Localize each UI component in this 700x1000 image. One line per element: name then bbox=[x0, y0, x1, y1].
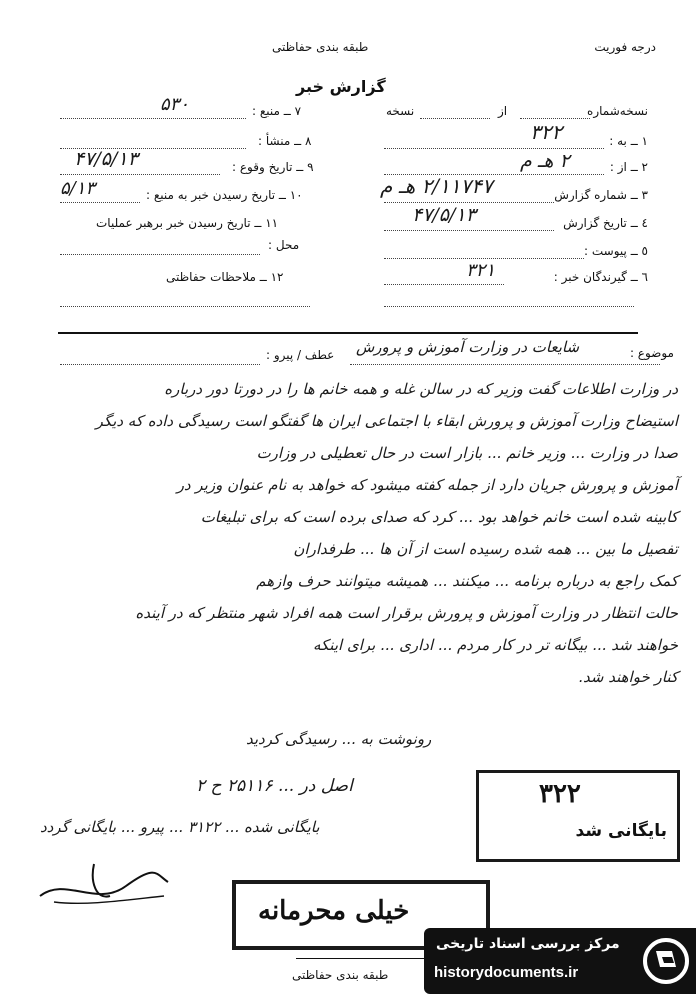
closing-archive-note: بایگانی شده ... ۳۱۲۲ ... پیرو ... بایگانی گردد bbox=[40, 818, 320, 836]
field-security-notes-label: ۱۲ ــ ملاحظات حفاظتی bbox=[166, 270, 284, 284]
body-line: خواهند شد ... بیگانه تر در کار مردم ... اداری ... برای اینکه bbox=[312, 636, 678, 654]
field-attachment-label: ٥ ــ پیوست : bbox=[584, 244, 648, 258]
field-report-number-value: ۲/۱۱۷۴۷ هـ م bbox=[380, 174, 493, 198]
closing-note: رونوشت به ... رسیدگی کردید bbox=[246, 730, 432, 748]
field-from-label: ۲ ــ از : bbox=[609, 160, 648, 174]
copy-of-label: از bbox=[498, 104, 508, 118]
subject-value: شایعات در وزارت آموزش و پرورش bbox=[356, 338, 580, 356]
field-recipients-value: ۳۲۱ bbox=[466, 260, 496, 281]
field-source-label: ۷ ــ منبع : bbox=[252, 104, 302, 118]
field-place-label: محل : bbox=[268, 238, 300, 252]
archive-logo-icon bbox=[642, 937, 690, 985]
field-origin-label: ۸ ــ منشأ : bbox=[258, 134, 312, 148]
dotted-line bbox=[60, 202, 140, 203]
dotted-line bbox=[350, 364, 660, 365]
dotted-line bbox=[60, 254, 260, 255]
section-divider bbox=[58, 332, 638, 334]
dotted-line bbox=[384, 258, 584, 259]
classification-label: طبقه بندی حفاظتی bbox=[272, 40, 369, 54]
body-line: کنار خواهند شد. bbox=[578, 668, 678, 686]
archive-stamp-label: بایگانی شد bbox=[575, 821, 667, 841]
dotted-line bbox=[384, 202, 554, 203]
dotted-line bbox=[520, 118, 590, 119]
footer-divider bbox=[296, 958, 436, 959]
dotted-line bbox=[384, 230, 554, 231]
page-title: گزارش خبر bbox=[296, 77, 386, 96]
very-secret-stamp-text: خیلی محرمانه bbox=[258, 896, 410, 926]
body-line: کابینه شده است خانم خواهد بود ... کرد که صدای برده است که برای تبلیغات bbox=[200, 508, 678, 526]
body-line: حالت انتظار در وزارت آموزش و پرورش برقرار است همه افراد شهر منتظر که در آینده bbox=[135, 604, 678, 622]
dotted-line bbox=[384, 306, 634, 307]
field-source-value: ۵۳۰ bbox=[160, 94, 190, 115]
field-occurrence-date-value: ۴۷/۵/۱۳ bbox=[74, 148, 138, 170]
dotted-line bbox=[60, 306, 310, 307]
watermark-website: historydocuments.ir bbox=[434, 964, 579, 981]
field-recipients-label: ٦ ــ گیرندگان خبر : bbox=[553, 270, 648, 284]
dotted-line bbox=[60, 118, 246, 119]
body-line: کمک راجع به درباره برنامه ... میکنند ... همیشه میتوانند حرف وازهم bbox=[256, 572, 678, 590]
field-ops-receipt-label: ۱۱ ــ تاریخ رسیدن خبر برهبر عملیات bbox=[96, 216, 279, 230]
archive-stamp bbox=[476, 770, 680, 862]
field-report-number-label: ۳ ــ شماره گزارش bbox=[554, 188, 648, 202]
body-line: استیضاح وزارت آموزش و پرورش ابقاء با اجتماعی ایران ها گفتگو است رسیدگی داده که دیگر bbox=[95, 412, 678, 430]
subject-label: موضوع : bbox=[629, 346, 674, 360]
dotted-line bbox=[60, 174, 220, 175]
dotted-line bbox=[60, 364, 260, 365]
field-to-value: ۳۲۲ bbox=[530, 120, 563, 144]
field-source-receipt-value: ۵/۱۳ bbox=[60, 178, 96, 199]
field-occurrence-date-label: ۹ ــ تاریخ وقوع : bbox=[232, 160, 314, 174]
field-source-receipt-label: ۱۰ ــ تاریخ رسیدن خبر به منبع : bbox=[146, 188, 303, 202]
dotted-line bbox=[384, 284, 504, 285]
archive-stamp-number: ۳۲۲ bbox=[539, 779, 581, 809]
copy-number-label: نسخه‌شماره bbox=[587, 104, 648, 118]
reference-label: عطف / پیرو : bbox=[266, 348, 335, 362]
closing-archive-ref: اصل در ... ۲۵۱۱۶ ح ۲ bbox=[196, 776, 353, 796]
copies-label: نسخه bbox=[386, 104, 415, 118]
dotted-line bbox=[420, 118, 490, 119]
urgency-label: درجه فوریت bbox=[594, 40, 656, 54]
body-line: تفصیل ما بین ... همه شده رسیده است از آن ها ... طرفداران bbox=[293, 540, 678, 558]
field-to-label: ۱ ــ به : bbox=[609, 134, 648, 148]
watermark-org-name: مرکز بررسی اسناد تاریخی bbox=[436, 936, 620, 952]
field-report-date-value: ۴۷/۵/۱۳ bbox=[412, 204, 476, 226]
dotted-line bbox=[384, 148, 604, 149]
field-report-date-label: ٤ ــ تاریخ گزارش bbox=[563, 216, 648, 230]
body-line: در وزارت اطلاعات گفت وزیر که در سالن غله و همه خانم ها را در دورتا دور درباره bbox=[164, 380, 678, 398]
body-line: صدا در وزارت ... وزیر خانم ... بازار است در حال تعطیلی در وزارت bbox=[256, 444, 678, 462]
signature-mark bbox=[36, 856, 176, 916]
footer-classification-label: طبقه بندی حفاظتی bbox=[292, 968, 389, 982]
watermark-banner bbox=[424, 928, 696, 994]
field-from-value: ۲ هـ م bbox=[520, 150, 570, 172]
body-line: آموزش و پرورش جریان دارد از جمله کفته میشود که خواهد به نام عنوان وزیر در bbox=[176, 476, 678, 494]
